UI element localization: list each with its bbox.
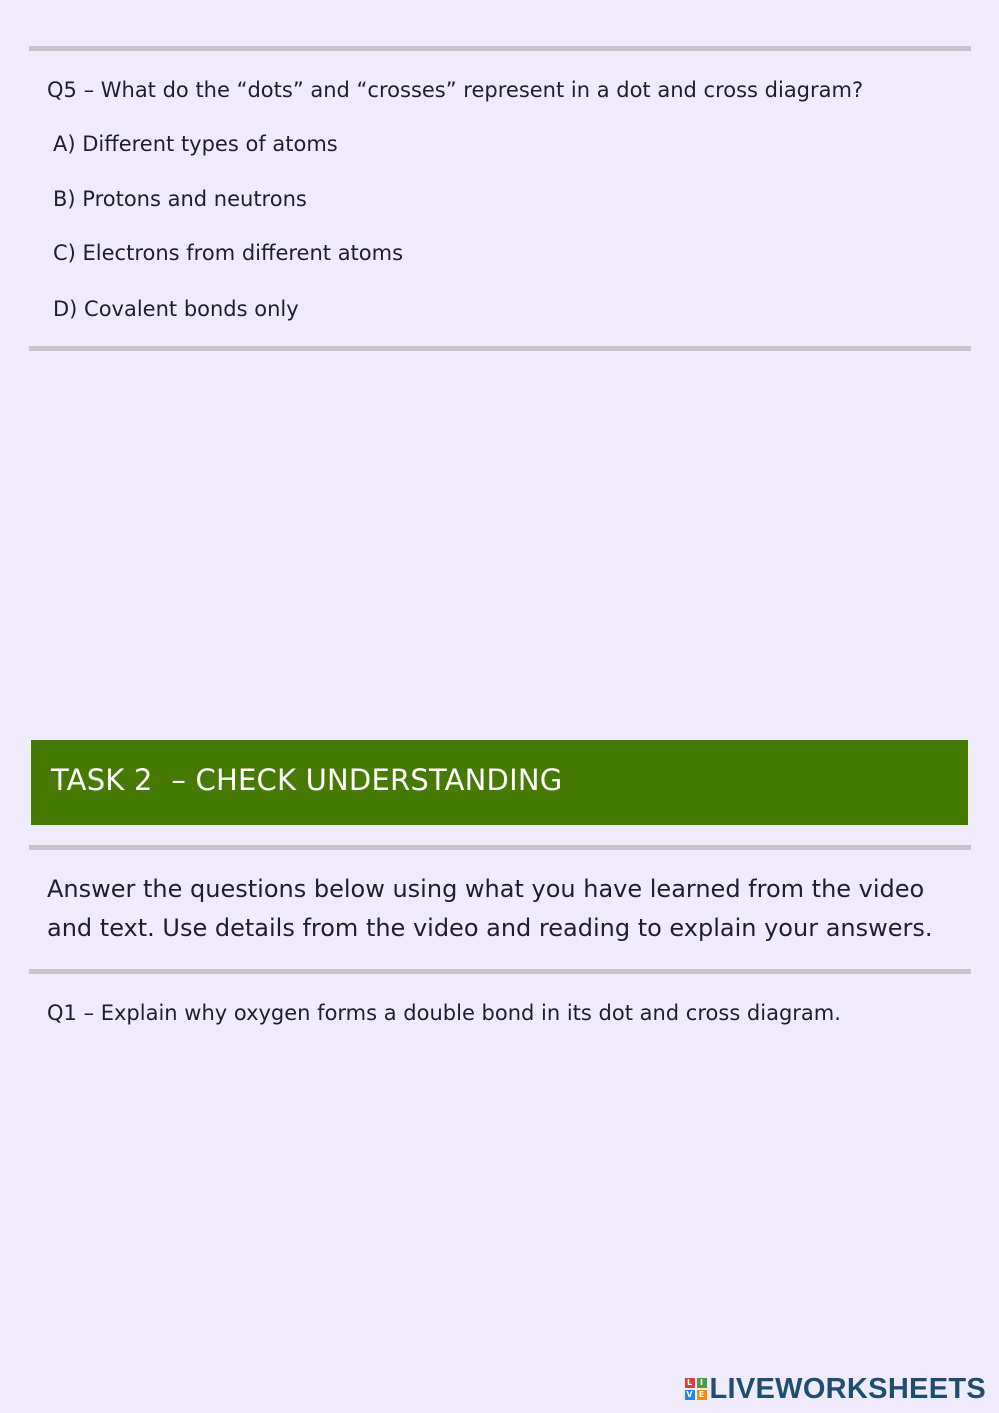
task-banner bbox=[31, 740, 968, 825]
instructions-top-divider bbox=[29, 845, 971, 850]
answer-option-b[interactable]: B) Protons and neutrons bbox=[53, 187, 307, 211]
task-title: TASK 2 – CHECK UNDERSTANDING bbox=[51, 763, 563, 797]
logo-tile-v: V bbox=[686, 1390, 693, 1399]
answer-option-a[interactable]: A) Different types of atoms bbox=[53, 132, 338, 156]
instructions-bottom-divider bbox=[29, 969, 971, 974]
question-5: Q5 – What do the “dots” and “crosses” represent in a dot and cross diagram? bbox=[47, 78, 864, 102]
question-1: Q1 – Explain why oxygen forms a double bond in its dot and cross diagram. bbox=[47, 1001, 841, 1025]
top-divider bbox=[29, 46, 971, 51]
logo-tile-e: E bbox=[697, 1390, 707, 1400]
logo-tile-i: I bbox=[697, 1378, 707, 1388]
liveworksheets-logo-text: LIVEWORKSHEETS bbox=[709, 1372, 986, 1405]
answer-option-c[interactable]: C) Electrons from different atoms bbox=[53, 241, 404, 265]
question-5-bottom-divider bbox=[29, 346, 971, 351]
logo-tile-l: L bbox=[685, 1378, 695, 1388]
liveworksheets-logo bbox=[685, 1374, 987, 1404]
answer-option-d[interactable]: D) Covalent bonds only bbox=[53, 297, 299, 321]
liveworksheets-logo-icon bbox=[685, 1378, 707, 1400]
task-instructions: Answer the questions below using what you have learned from the video and text. Use details from the video and reading to explain your answers. bbox=[47, 875, 933, 942]
